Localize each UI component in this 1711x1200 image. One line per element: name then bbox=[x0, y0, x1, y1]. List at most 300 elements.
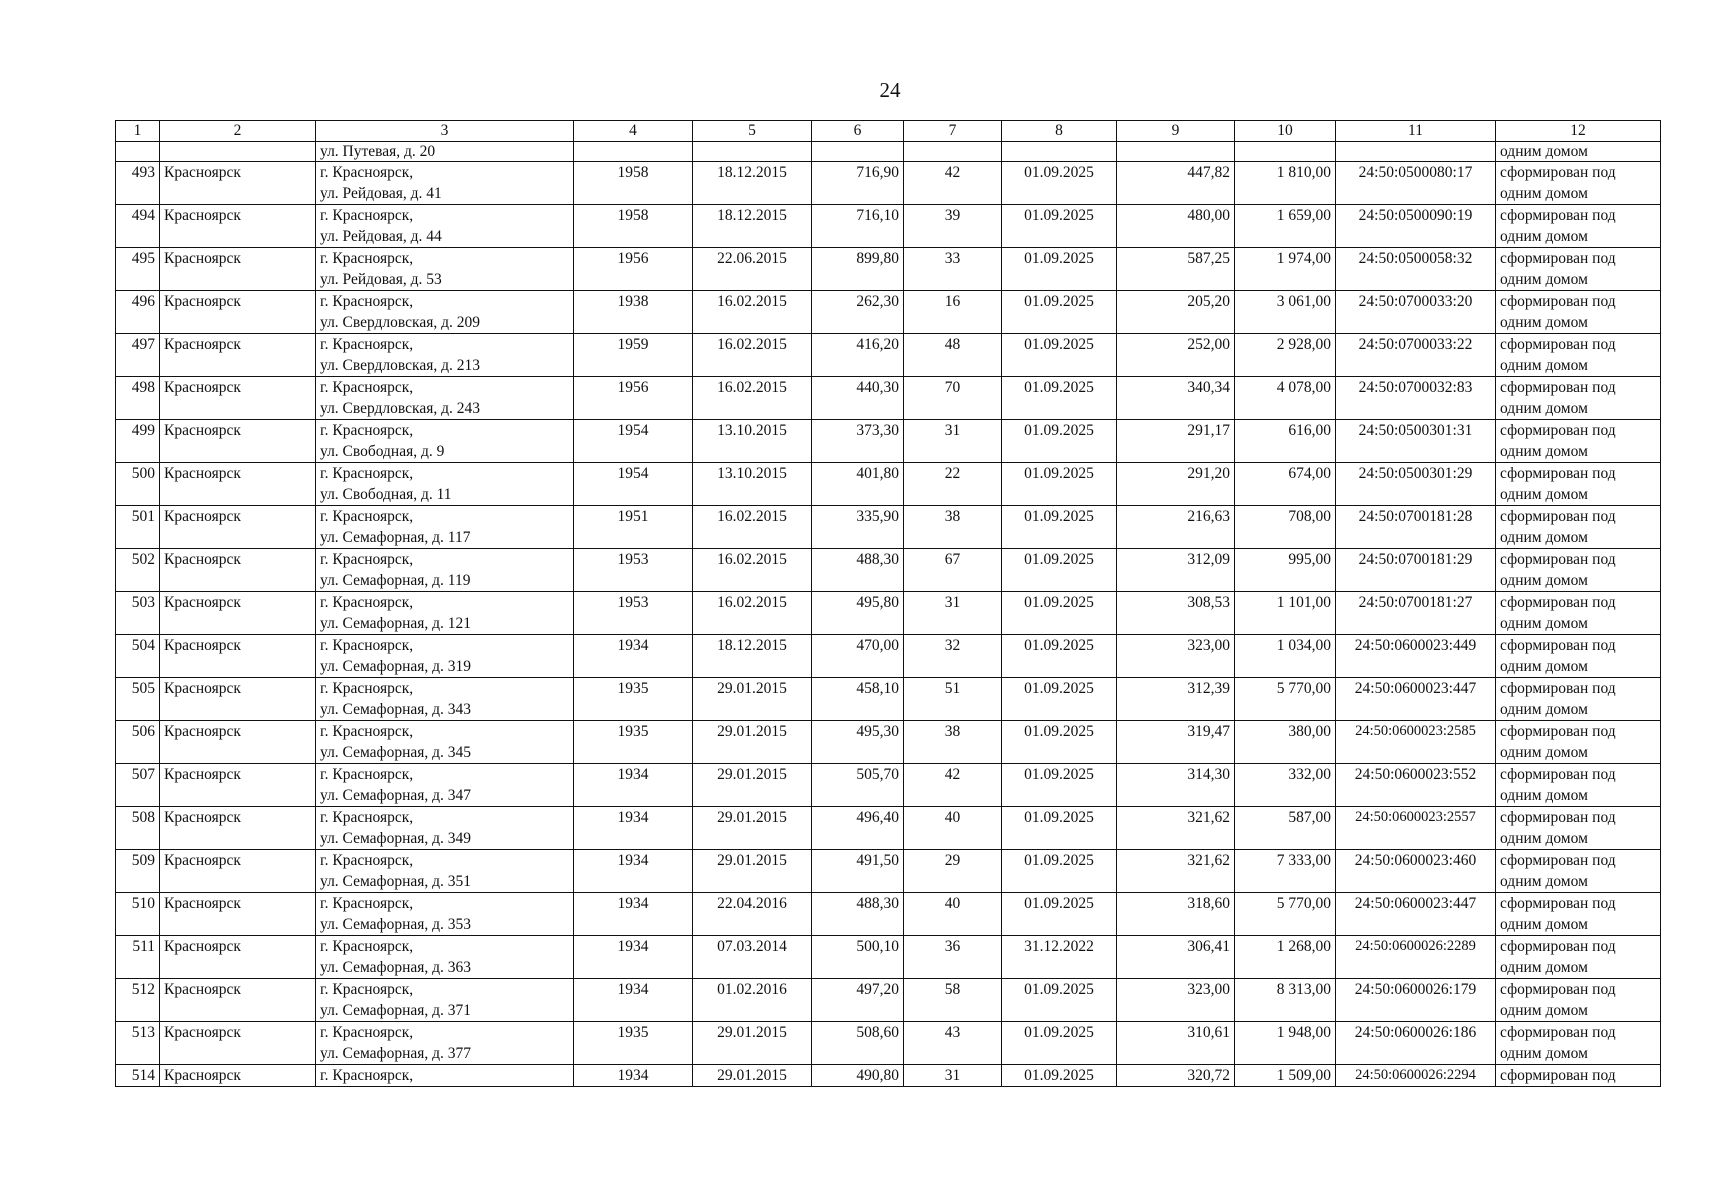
year-cell: 1954 bbox=[574, 420, 693, 463]
count-cell: 67 bbox=[904, 549, 1002, 592]
city-cell: Красноярск bbox=[160, 248, 316, 291]
deadline-cell: 01.09.2025 bbox=[1002, 162, 1117, 205]
column-header-8: 8 bbox=[1002, 121, 1117, 142]
table-row bbox=[116, 549, 1661, 592]
table-row bbox=[116, 506, 1661, 549]
area-cell: 716,10 bbox=[812, 205, 904, 248]
area-cell: 490,80 bbox=[812, 1065, 904, 1087]
address-line: г. Красноярск, bbox=[320, 293, 414, 310]
address-line: ул. Свердловская, д. 213 bbox=[320, 357, 480, 374]
row-number-cell: 497 bbox=[116, 334, 160, 377]
area2-cell: 205,20 bbox=[1117, 291, 1235, 334]
note-line: сформирован под bbox=[1500, 637, 1616, 654]
note-cell bbox=[1496, 764, 1661, 807]
land-area-cell: 5 770,00 bbox=[1235, 893, 1336, 936]
address-line: ул. Семафорная, д. 363 bbox=[320, 959, 472, 976]
column-header-3: 3 bbox=[316, 121, 574, 142]
note-cell bbox=[1496, 979, 1661, 1022]
note-cell bbox=[1496, 678, 1661, 721]
address-line: ул. Свердловская, д. 243 bbox=[320, 400, 480, 417]
table-row bbox=[116, 1065, 1661, 1087]
land-area-cell: 380,00 bbox=[1235, 721, 1336, 764]
note-line: сформирован под bbox=[1500, 723, 1616, 740]
housing-registry-table bbox=[115, 120, 1661, 1087]
note-line: одним домом bbox=[1500, 443, 1588, 460]
note-line: одним домом bbox=[1500, 143, 1588, 160]
table-row bbox=[116, 377, 1661, 420]
area2-cell: 291,17 bbox=[1117, 420, 1235, 463]
area-cell: 373,30 bbox=[812, 420, 904, 463]
address-line: ул. Семафорная, д. 349 bbox=[320, 830, 472, 847]
year-cell: 1934 bbox=[574, 850, 693, 893]
count-cell: 36 bbox=[904, 936, 1002, 979]
cell-empty bbox=[812, 142, 904, 162]
row-number-cell: 509 bbox=[116, 850, 160, 893]
note-line: сформирован под bbox=[1500, 508, 1616, 525]
cadastre-cell: 24:50:0500080:17 bbox=[1336, 162, 1496, 205]
row-number-cell: 496 bbox=[116, 291, 160, 334]
note-cell bbox=[1496, 248, 1661, 291]
cell-empty bbox=[574, 142, 693, 162]
count-cell: 42 bbox=[904, 764, 1002, 807]
year-cell: 1959 bbox=[574, 334, 693, 377]
count-cell: 31 bbox=[904, 1065, 1002, 1087]
note-cell bbox=[1496, 936, 1661, 979]
date-cell: 18.12.2015 bbox=[693, 162, 812, 205]
cell-empty bbox=[1336, 142, 1496, 162]
cadastre-cell: 24:50:0700181:28 bbox=[1336, 506, 1496, 549]
note-line: сформирован под bbox=[1500, 938, 1616, 955]
land-area-cell: 3 061,00 bbox=[1235, 291, 1336, 334]
deadline-cell: 01.09.2025 bbox=[1002, 463, 1117, 506]
land-area-cell: 2 928,00 bbox=[1235, 334, 1336, 377]
count-cell: 29 bbox=[904, 850, 1002, 893]
date-cell: 16.02.2015 bbox=[693, 334, 812, 377]
row-number-cell: 510 bbox=[116, 893, 160, 936]
area-cell: 262,30 bbox=[812, 291, 904, 334]
city-cell: Красноярск bbox=[160, 721, 316, 764]
address-cell bbox=[316, 291, 574, 334]
year-cell: 1956 bbox=[574, 248, 693, 291]
address-line: ул. Семафорная, д. 117 bbox=[320, 529, 471, 546]
note-cell bbox=[1496, 893, 1661, 936]
address-line: г. Красноярск, bbox=[320, 422, 414, 439]
count-cell: 38 bbox=[904, 721, 1002, 764]
cell-empty bbox=[1117, 142, 1235, 162]
date-cell: 29.01.2015 bbox=[693, 850, 812, 893]
note-line: сформирован под bbox=[1500, 164, 1616, 181]
year-cell: 1935 bbox=[574, 1022, 693, 1065]
count-cell: 32 bbox=[904, 635, 1002, 678]
land-area-cell: 8 313,00 bbox=[1235, 979, 1336, 1022]
deadline-cell: 01.09.2025 bbox=[1002, 248, 1117, 291]
year-cell: 1934 bbox=[574, 936, 693, 979]
area-cell: 416,20 bbox=[812, 334, 904, 377]
area2-cell: 306,41 bbox=[1117, 936, 1235, 979]
date-cell: 22.04.2016 bbox=[693, 893, 812, 936]
area-cell: 335,90 bbox=[812, 506, 904, 549]
note-line: одним домом bbox=[1500, 744, 1588, 761]
land-area-cell: 1 948,00 bbox=[1235, 1022, 1336, 1065]
table-row bbox=[116, 162, 1661, 205]
cadastre-cell: 24:50:0500301:31 bbox=[1336, 420, 1496, 463]
address-line: ул. Семафорная, д. 377 bbox=[320, 1045, 472, 1062]
address-cell bbox=[316, 506, 574, 549]
deadline-cell: 01.09.2025 bbox=[1002, 635, 1117, 678]
land-area-cell: 1 034,00 bbox=[1235, 635, 1336, 678]
address-line: г. Красноярск, bbox=[320, 680, 414, 697]
table-row bbox=[116, 936, 1661, 979]
count-cell: 42 bbox=[904, 162, 1002, 205]
address-line: г. Красноярск, bbox=[320, 1067, 414, 1084]
area2-cell: 323,00 bbox=[1117, 635, 1235, 678]
address-line: ул. Семафорная, д. 353 bbox=[320, 916, 472, 933]
date-cell: 18.12.2015 bbox=[693, 635, 812, 678]
city-cell: Красноярск bbox=[160, 291, 316, 334]
deadline-cell: 01.09.2025 bbox=[1002, 1022, 1117, 1065]
city-cell: Красноярск bbox=[160, 1022, 316, 1065]
year-cell: 1934 bbox=[574, 893, 693, 936]
row-number-cell: 513 bbox=[116, 1022, 160, 1065]
area-cell: 505,70 bbox=[812, 764, 904, 807]
address-line: г. Красноярск, bbox=[320, 465, 414, 482]
cadastre-cell: 24:50:0600026:186 bbox=[1336, 1022, 1496, 1065]
area2-cell: 318,60 bbox=[1117, 893, 1235, 936]
note-line: одним домом bbox=[1500, 658, 1588, 675]
note-cell bbox=[1496, 721, 1661, 764]
city-cell: Красноярск bbox=[160, 162, 316, 205]
address-line: ул. Семафорная, д. 345 bbox=[320, 744, 472, 761]
row-number-cell: 506 bbox=[116, 721, 160, 764]
area-cell: 470,00 bbox=[812, 635, 904, 678]
count-cell: 51 bbox=[904, 678, 1002, 721]
row-number-cell: 505 bbox=[116, 678, 160, 721]
area-cell: 458,10 bbox=[812, 678, 904, 721]
date-cell: 29.01.2015 bbox=[693, 764, 812, 807]
address-cell bbox=[316, 549, 574, 592]
column-header-11: 11 bbox=[1336, 121, 1496, 142]
note-line: одним домом bbox=[1500, 357, 1588, 374]
land-area-cell: 708,00 bbox=[1235, 506, 1336, 549]
row-number-cell: 504 bbox=[116, 635, 160, 678]
note-cell bbox=[1496, 807, 1661, 850]
note-line: одним домом bbox=[1500, 1045, 1588, 1062]
table-row bbox=[116, 807, 1661, 850]
count-cell: 31 bbox=[904, 592, 1002, 635]
land-area-cell: 674,00 bbox=[1235, 463, 1336, 506]
area-cell: 508,60 bbox=[812, 1022, 904, 1065]
area2-cell: 340,34 bbox=[1117, 377, 1235, 420]
column-number-row bbox=[116, 121, 1661, 142]
address-line: г. Красноярск, bbox=[320, 594, 414, 611]
cadastre-cell: 24:50:0700033:20 bbox=[1336, 291, 1496, 334]
deadline-cell: 01.09.2025 bbox=[1002, 1065, 1117, 1087]
note-line: одним домом bbox=[1500, 959, 1588, 976]
address-line: ул. Семафорная, д. 121 bbox=[320, 615, 472, 632]
land-area-cell: 4 078,00 bbox=[1235, 377, 1336, 420]
row-number-cell: 495 bbox=[116, 248, 160, 291]
deadline-cell: 01.09.2025 bbox=[1002, 420, 1117, 463]
address-line: ул. Рейдовая, д. 41 bbox=[320, 185, 442, 202]
cell-empty bbox=[904, 142, 1002, 162]
date-cell: 07.03.2014 bbox=[693, 936, 812, 979]
table-row bbox=[116, 979, 1661, 1022]
land-area-cell: 1 974,00 bbox=[1235, 248, 1336, 291]
cadastre-cell: 24:50:0700032:83 bbox=[1336, 377, 1496, 420]
city-cell: Красноярск bbox=[160, 764, 316, 807]
city-cell: Красноярск bbox=[160, 549, 316, 592]
table-row bbox=[116, 420, 1661, 463]
city-cell: Красноярск bbox=[160, 936, 316, 979]
column-header-5: 5 bbox=[693, 121, 812, 142]
address-line: ул. Рейдовая, д. 44 bbox=[320, 228, 442, 245]
row-number-cell: 499 bbox=[116, 420, 160, 463]
city-cell: Красноярск bbox=[160, 463, 316, 506]
year-cell: 1956 bbox=[574, 377, 693, 420]
note-cell bbox=[1496, 850, 1661, 893]
area2-cell: 310,61 bbox=[1117, 1022, 1235, 1065]
address-cell bbox=[316, 592, 574, 635]
count-cell: 22 bbox=[904, 463, 1002, 506]
cadastre-cell: 24:50:0600026:2289 bbox=[1336, 936, 1496, 979]
table-row bbox=[116, 764, 1661, 807]
note-line: одним домом bbox=[1500, 830, 1588, 847]
note-line: сформирован под bbox=[1500, 293, 1616, 310]
area2-cell: 323,00 bbox=[1117, 979, 1235, 1022]
address-cell bbox=[316, 979, 574, 1022]
address-line: ул. Семафорная, д. 343 bbox=[320, 701, 472, 718]
area-cell: 495,30 bbox=[812, 721, 904, 764]
row-number-cell: 503 bbox=[116, 592, 160, 635]
address-cell bbox=[316, 377, 574, 420]
row-number-cell: 507 bbox=[116, 764, 160, 807]
area2-cell: 319,47 bbox=[1117, 721, 1235, 764]
address-line-street: ул. Путевая, д. 20 bbox=[320, 143, 436, 160]
land-area-cell: 587,00 bbox=[1235, 807, 1336, 850]
date-cell: 16.02.2015 bbox=[693, 592, 812, 635]
area2-cell: 587,25 bbox=[1117, 248, 1235, 291]
city-cell: Красноярск bbox=[160, 678, 316, 721]
note-line: сформирован под bbox=[1500, 809, 1616, 826]
land-area-cell: 995,00 bbox=[1235, 549, 1336, 592]
city-cell: Красноярск bbox=[160, 420, 316, 463]
address-line: г. Красноярск, bbox=[320, 551, 414, 568]
table-row bbox=[116, 678, 1661, 721]
note-cell bbox=[1496, 506, 1661, 549]
note-line: сформирован под bbox=[1500, 250, 1616, 267]
address-cell bbox=[316, 463, 574, 506]
cell-empty bbox=[116, 142, 160, 162]
area-cell: 500,10 bbox=[812, 936, 904, 979]
note-line: одним домом bbox=[1500, 400, 1588, 417]
column-header-6: 6 bbox=[812, 121, 904, 142]
address-cell bbox=[316, 1022, 574, 1065]
column-header-10: 10 bbox=[1235, 121, 1336, 142]
cell-empty bbox=[1235, 142, 1336, 162]
row-number-cell: 494 bbox=[116, 205, 160, 248]
address-cell bbox=[316, 142, 574, 162]
city-cell: Красноярск bbox=[160, 807, 316, 850]
date-cell: 22.06.2015 bbox=[693, 248, 812, 291]
year-cell: 1938 bbox=[574, 291, 693, 334]
area2-cell: 252,00 bbox=[1117, 334, 1235, 377]
area-cell: 495,80 bbox=[812, 592, 904, 635]
address-line: г. Красноярск, bbox=[320, 981, 414, 998]
area2-cell: 291,20 bbox=[1117, 463, 1235, 506]
land-area-cell: 616,00 bbox=[1235, 420, 1336, 463]
address-line: г. Красноярск, bbox=[320, 938, 414, 955]
count-cell: 40 bbox=[904, 893, 1002, 936]
cadastre-cell: 24:50:0500058:32 bbox=[1336, 248, 1496, 291]
city-cell: Красноярск bbox=[160, 979, 316, 1022]
note-line: сформирован под bbox=[1500, 594, 1616, 611]
address-cell bbox=[316, 807, 574, 850]
row-number-cell: 511 bbox=[116, 936, 160, 979]
table-row bbox=[116, 463, 1661, 506]
area2-cell: 308,53 bbox=[1117, 592, 1235, 635]
note-line: одним домом bbox=[1500, 873, 1588, 890]
address-line: г. Красноярск, bbox=[320, 895, 414, 912]
area-cell: 497,20 bbox=[812, 979, 904, 1022]
area2-cell: 314,30 bbox=[1117, 764, 1235, 807]
note-line: одним домом bbox=[1500, 228, 1588, 245]
note-cell bbox=[1496, 334, 1661, 377]
year-cell: 1934 bbox=[574, 979, 693, 1022]
land-area-cell: 7 333,00 bbox=[1235, 850, 1336, 893]
note-line: одним домом bbox=[1500, 486, 1588, 503]
address-cell bbox=[316, 850, 574, 893]
address-line: ул. Семафорная, д. 347 bbox=[320, 787, 472, 804]
address-cell bbox=[316, 764, 574, 807]
date-cell: 29.01.2015 bbox=[693, 1065, 812, 1087]
deadline-cell: 01.09.2025 bbox=[1002, 549, 1117, 592]
deadline-cell: 01.09.2025 bbox=[1002, 721, 1117, 764]
note-line: одним домом bbox=[1500, 701, 1588, 718]
area2-cell: 321,62 bbox=[1117, 850, 1235, 893]
cell-empty bbox=[1002, 142, 1117, 162]
address-line: г. Красноярск, bbox=[320, 852, 414, 869]
date-cell: 16.02.2015 bbox=[693, 549, 812, 592]
year-cell: 1934 bbox=[574, 807, 693, 850]
cadastre-cell: 24:50:0600023:552 bbox=[1336, 764, 1496, 807]
deadline-cell: 01.09.2025 bbox=[1002, 334, 1117, 377]
address-line: г. Красноярск, bbox=[320, 508, 414, 525]
note-line: одним домом bbox=[1500, 615, 1588, 632]
deadline-cell: 01.09.2025 bbox=[1002, 807, 1117, 850]
note-line: сформирован под bbox=[1500, 336, 1616, 353]
deadline-cell: 01.09.2025 bbox=[1002, 205, 1117, 248]
note-cell bbox=[1496, 205, 1661, 248]
count-cell: 39 bbox=[904, 205, 1002, 248]
year-cell: 1953 bbox=[574, 549, 693, 592]
cadastre-cell: 24:50:0700181:29 bbox=[1336, 549, 1496, 592]
address-line: г. Красноярск, bbox=[320, 766, 414, 783]
note-line: сформирован под bbox=[1500, 981, 1616, 998]
address-line: г. Красноярск, bbox=[320, 164, 414, 181]
address-line: ул. Семафорная, д. 319 bbox=[320, 658, 472, 675]
year-cell: 1953 bbox=[574, 592, 693, 635]
address-cell bbox=[316, 334, 574, 377]
note-line: одним домом bbox=[1500, 916, 1588, 933]
count-cell: 58 bbox=[904, 979, 1002, 1022]
address-line: ул. Свердловская, д. 209 bbox=[320, 314, 480, 331]
note-cell bbox=[1496, 635, 1661, 678]
year-cell: 1934 bbox=[574, 1065, 693, 1087]
count-cell: 31 bbox=[904, 420, 1002, 463]
land-area-cell: 1 268,00 bbox=[1235, 936, 1336, 979]
area-cell: 716,90 bbox=[812, 162, 904, 205]
address-cell bbox=[316, 936, 574, 979]
area-cell: 488,30 bbox=[812, 549, 904, 592]
address-line: г. Красноярск, bbox=[320, 207, 414, 224]
note-line: сформирован под bbox=[1500, 680, 1616, 697]
note-cell bbox=[1496, 1022, 1661, 1065]
note-line: одним домом bbox=[1500, 529, 1588, 546]
address-cell bbox=[316, 721, 574, 764]
city-cell: Красноярск bbox=[160, 377, 316, 420]
cadastre-cell: 24:50:0600023:460 bbox=[1336, 850, 1496, 893]
note-line: сформирован под bbox=[1500, 1024, 1616, 1041]
date-cell: 01.02.2016 bbox=[693, 979, 812, 1022]
deadline-cell: 01.09.2025 bbox=[1002, 979, 1117, 1022]
table-row bbox=[116, 248, 1661, 291]
note-cell bbox=[1496, 142, 1661, 162]
area2-cell: 216,63 bbox=[1117, 506, 1235, 549]
row-number-cell: 502 bbox=[116, 549, 160, 592]
area-cell: 496,40 bbox=[812, 807, 904, 850]
year-cell: 1958 bbox=[574, 162, 693, 205]
year-cell: 1935 bbox=[574, 678, 693, 721]
address-line: г. Красноярск, bbox=[320, 336, 414, 353]
note-cell bbox=[1496, 162, 1661, 205]
city-cell: Красноярск bbox=[160, 592, 316, 635]
count-cell: 16 bbox=[904, 291, 1002, 334]
table-row bbox=[116, 205, 1661, 248]
cadastre-cell: 24:50:0500301:29 bbox=[1336, 463, 1496, 506]
date-cell: 18.12.2015 bbox=[693, 205, 812, 248]
area2-cell: 312,39 bbox=[1117, 678, 1235, 721]
area-cell: 488,30 bbox=[812, 893, 904, 936]
note-cell bbox=[1496, 1065, 1661, 1087]
note-line: сформирован под bbox=[1500, 551, 1616, 568]
city-cell: Красноярск bbox=[160, 506, 316, 549]
table-row bbox=[116, 334, 1661, 377]
table-row bbox=[116, 1022, 1661, 1065]
address-line: г. Красноярск, bbox=[320, 1024, 414, 1041]
row-number-cell: 508 bbox=[116, 807, 160, 850]
note-line: сформирован под bbox=[1500, 465, 1616, 482]
date-cell: 16.02.2015 bbox=[693, 506, 812, 549]
note-line: одним домом bbox=[1500, 1002, 1588, 1019]
note-line: сформирован под bbox=[1500, 207, 1616, 224]
address-line: г. Красноярск, bbox=[320, 637, 414, 654]
table-row bbox=[116, 721, 1661, 764]
cadastre-cell: 24:50:0600026:2294 bbox=[1336, 1065, 1496, 1087]
deadline-cell: 01.09.2025 bbox=[1002, 678, 1117, 721]
column-header-7: 7 bbox=[904, 121, 1002, 142]
address-line: ул. Семафорная, д. 119 bbox=[320, 572, 471, 589]
cadastre-cell: 24:50:0600023:447 bbox=[1336, 678, 1496, 721]
area2-cell: 321,62 bbox=[1117, 807, 1235, 850]
date-cell: 16.02.2015 bbox=[693, 291, 812, 334]
cell-empty bbox=[160, 142, 316, 162]
deadline-cell: 01.09.2025 bbox=[1002, 377, 1117, 420]
deadline-cell: 01.09.2025 bbox=[1002, 850, 1117, 893]
year-cell: 1958 bbox=[574, 205, 693, 248]
city-cell: Красноярск bbox=[160, 635, 316, 678]
date-cell: 13.10.2015 bbox=[693, 463, 812, 506]
continuation-row bbox=[116, 142, 1661, 162]
